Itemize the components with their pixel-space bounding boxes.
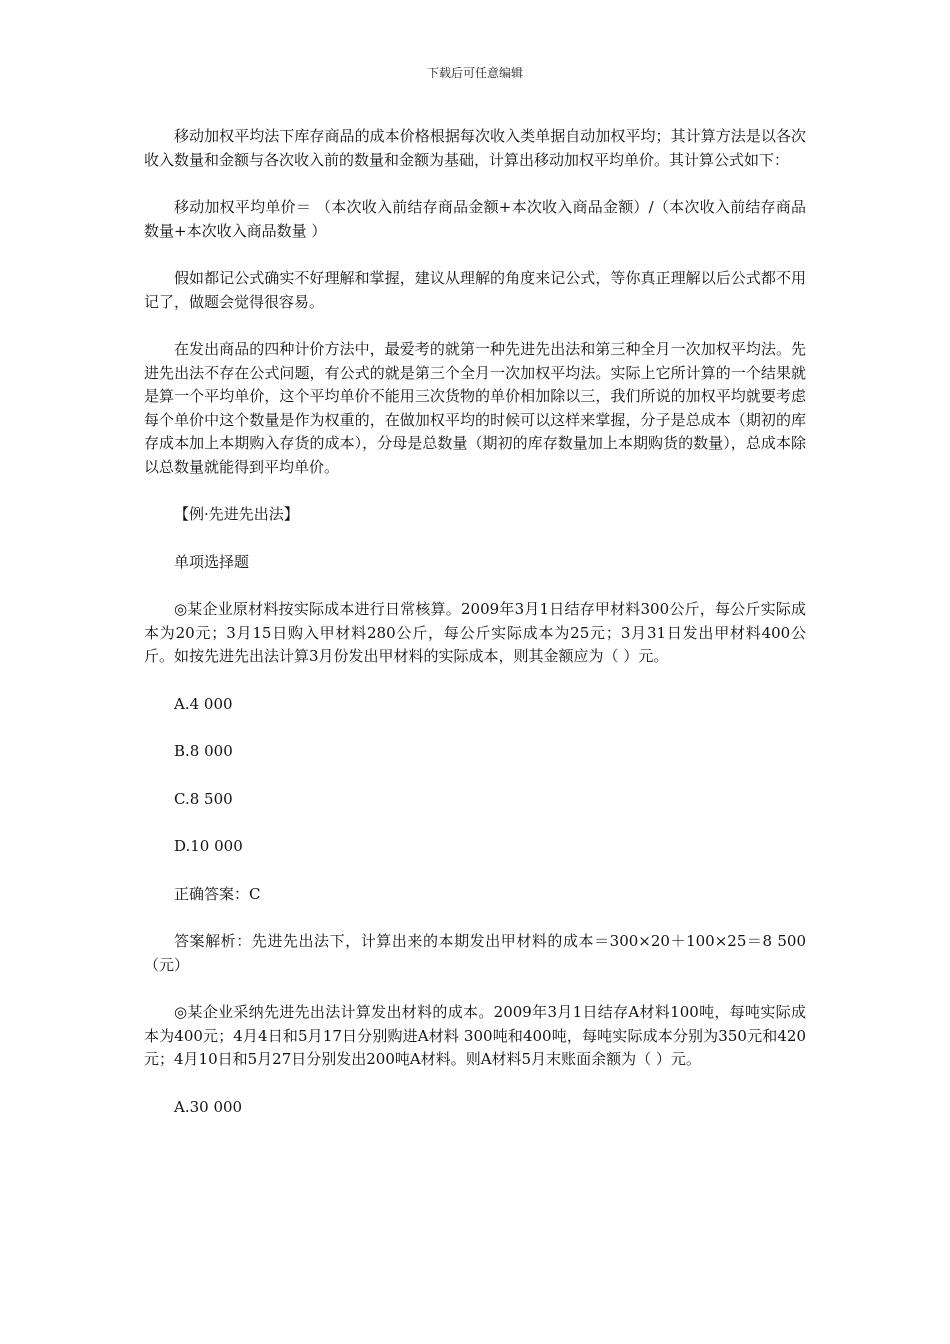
question-1-option-d: D.10 000 [174,837,243,855]
page-header: 下载后可任意编辑 [426,66,523,80]
paragraph-methods-explanation: 在发出商品的四种计价方法中，最爱考的就第一种先进先出法和第三种全月一次加权平均法。先进先出法不存在公式问题，有公式的就是第三个全月一次加权平均法。实际上它所计算的一个结果就是算一个平均单价，这个平均单价不能用三次货物的单价相加除以三，我们所说的加权平均就要考虑每个单价中这个数量是作为权重的，在做加权平均的时候可以这样来掌握，分子是总成本（期初的库存成本加上本期购入存货的成本），分母是总数量（期初的库存数量加上本期购货的数量），总成本除以总数量就能得到平均单价。 [144,340,806,476]
question-1-analysis: 答案解析：先进先出法下，计算出来的本期发出甲材料的成本＝300×20＋100×25＝8 500（元） [144,932,806,974]
example-title: 【例·先进先出法】 [174,505,299,523]
question-type: 单项选择题 [174,552,250,571]
question-1-option-c: C.8 500 [174,789,233,808]
paragraph-formula: 移动加权平均单价＝ （本次收入前结存商品金额+本次收入商品金额）/（本次收入前结存商品数量+本次收入商品数量 ） [144,198,806,240]
question-2-option-a: A.30 000 [174,1097,243,1116]
question-2: ◎某企业采纳先进先出法计算发出材料的成本。2009年3月1日结存A材料100吨，每吨实际成本为400元；4月4日和5月17日分别购进A材料 300吨和400吨，每吨实际成本分别为350元和420元；4月10日和5月27日分别发出200吨A材料。则A材料5月末账面余额为（ ）元。 [144,1003,806,1068]
question-1-option-a: A.4 000 [174,694,233,713]
document-body [144,125,806,1143]
paragraph-advice: 假如都记公式确实不好理解和掌握，建议从理解的角度来记公式，等你真正理解以后公式都不用记了，做题会觉得很容易。 [144,269,806,311]
question-1: ◎某企业原材料按实际成本进行日常核算。2009年3月1日结存甲材料300公斤，每公斤实际成本为20元；3月15日购入甲材料280公斤，每公斤实际成本为25元；3月31日发出甲材料400公斤。如按先进先出法计算3月份发出甲材料的实际成本，则其金额应为（ ）元。 [144,600,806,665]
paragraph-moving-average-intro: 移动加权平均法下库存商品的成本价格根据每次收入类单据自动加权平均；其计算方法是以各次收入数量和金额与各次收入前的数量和金额为基础，计算出移动加权平均单价。其计算公式如下： [144,127,806,169]
question-1-option-b: B.8 000 [174,742,233,760]
question-1-answer: 正确答案：C [174,884,261,903]
